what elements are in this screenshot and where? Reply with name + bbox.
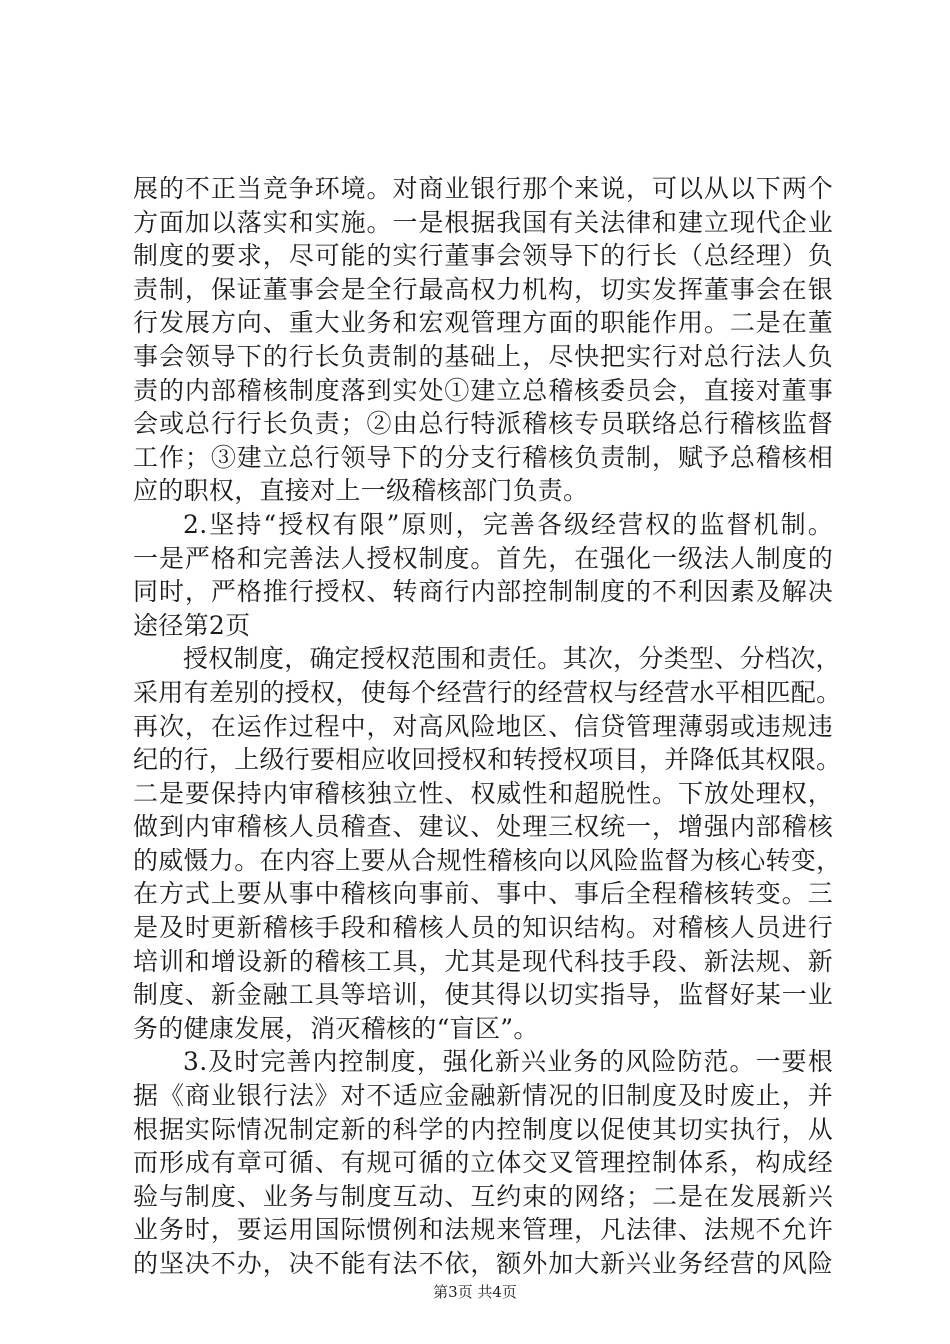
text-line: 采用有差别的授权，使每个经营行的经营权与经营水平相匹配。 [133, 677, 842, 707]
text-line: 的坚决不办，决不能有法不依，额外加大新兴业务经营的风险 [133, 1249, 833, 1278]
text-line: 培训和增设新的稽核工具，尤其是现代科技手段、新法规、新 [133, 946, 833, 976]
body-text [133, 172, 842, 1281]
text-line: 行发展方向、重大业务和宏观管理方面的职能作用。二是在董 [133, 308, 833, 338]
text-line: 责的内部稽核制度落到实处①建立总稽核委员会，直接对董事 [133, 375, 833, 405]
text-line: 是及时更新稽核手段和稽核人员的知识结构。对稽核人员进行 [133, 913, 833, 943]
text-line: 务的健康发展，消灭稽核的“盲区”。 [133, 1013, 539, 1043]
text-line: 的威慑力。在内容上要从合规性稽核向以风险监督为核心转变， [133, 845, 842, 875]
text-line: 制度、新金融工具等培训，使其得以切实指导，监督好某一业 [133, 980, 833, 1010]
text-line: 3.及时完善内控制度，强化新兴业务的风险防范。一要根 [183, 1047, 833, 1077]
text-line: 而形成有章可循、有规可循的立体交叉管理控制体系，构成经 [133, 1148, 833, 1178]
text-line: 在方式上要从事中稽核向事前、事中、事后全程稽核转变。三 [133, 879, 833, 909]
text-line: 再次，在运作过程中，对高风险地区、信贷管理薄弱或违规违 [133, 711, 833, 741]
text-line: 验与制度、业务与制度互动、互约束的网络；二是在发展新兴 [133, 1181, 833, 1211]
text-line: 方面加以落实和实施。一是根据我国有关法律和建立现代企业 [133, 207, 833, 237]
text-line: 一是严格和完善法人授权制度。首先，在强化一级法人制度的 [133, 543, 833, 573]
text-line: 会或总行行长负责；②由总行特派稽核专员联络总行稽核监督 [133, 409, 833, 439]
text-line: 应的职权，直接对上一级稽核部门负责。 [133, 476, 589, 506]
text-line: 2.坚持“授权有限”原则，完善各级经营权的监督机制。 [183, 509, 833, 539]
text-line: 同时，严格推行授权、转商行内部控制制度的不利因素及解决 [133, 577, 833, 607]
text-line: 展的不正当竞争环境。对商业银行那个来说，可以从以下两个 [133, 174, 833, 203]
text-line: 事会领导下的行长负责制的基础上，尽快把实行对总行法人负 [133, 341, 833, 371]
page-footer: 第3页 共4页 [433, 1283, 517, 1301]
text-line: 据《商业银行法》对不适应金融新情况的旧制度及时废止，并 [133, 1081, 833, 1111]
text-line: 工作；③建立总行领导下的分支行稽核负责制，赋予总稽核相 [133, 442, 833, 472]
text-line: 制度的要求，尽可能的实行董事会领导下的行长（总经理）负 [133, 241, 833, 271]
text-line: 业务时，要运用国际惯例和法规来管理，凡法律、法规不允许 [133, 1215, 833, 1245]
text-line: 根据实际情况制定新的科学的内控制度以促使其切实执行，从 [133, 1114, 833, 1144]
text-line: 责制，保证董事会是全行最高权力机构，切实发挥董事会在银 [133, 274, 833, 304]
text-line: 授权制度，确定授权范围和责任。其次，分类型、分档次， [183, 644, 841, 674]
text-line: 二是要保持内审稽核独立性、权威性和超脱性。下放处理权， [133, 778, 833, 808]
text-line: 途径第2页 [133, 610, 251, 640]
text-line: 做到内审稽核人员稽查、建议、处理三权统一，增强内部稽核 [133, 812, 833, 842]
text-line: 纪的行，上级行要相应收回授权和转授权项目，并降低其权限。 [133, 745, 842, 775]
